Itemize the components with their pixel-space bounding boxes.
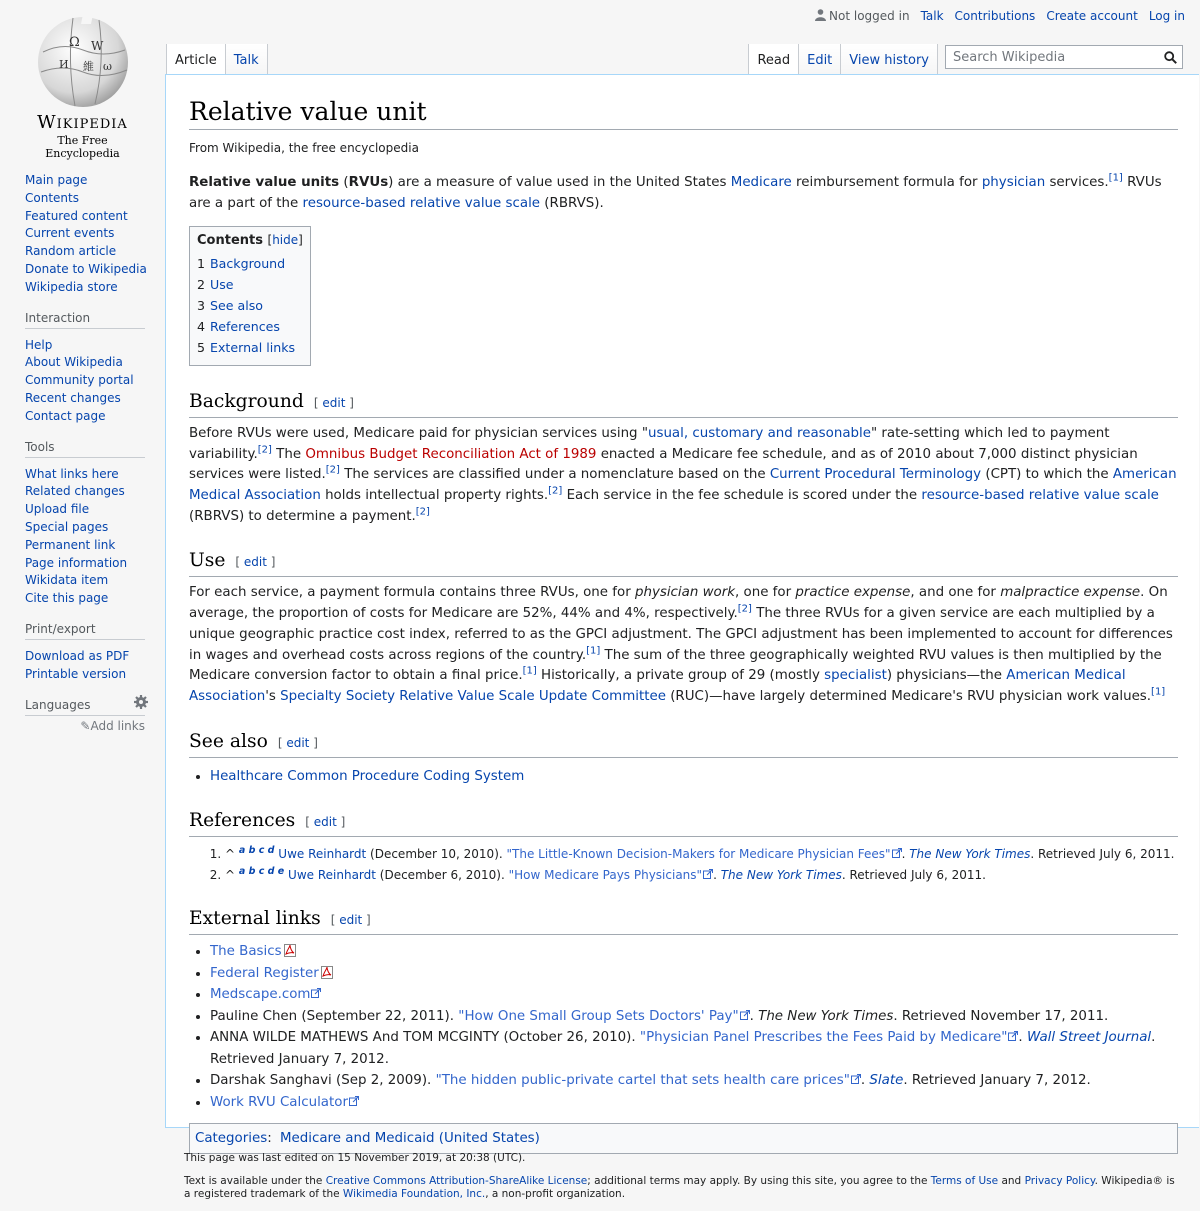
link-medicare[interactable]: Medicare [730,175,792,190]
link-ruc[interactable]: Specialty Society Relative Value Scale Update Committee [280,688,666,704]
text: The services are classified under a nomenclature based on the [339,467,770,483]
toc-item[interactable] [197,317,303,338]
text: 's [265,688,281,704]
puzzle-globe-icon [33,12,133,110]
text: . Wikipedia® is a registered trademark of the [184,1175,1175,1200]
heading-label: External links [189,908,321,930]
sidebar-item-help[interactable]: Help [25,337,53,352]
reference-item: 1. ^ $^{a b c d}$ Uwe Reinhardt (December 10, 2010). "The Little-Known Decision-Makers for Medicare Physician Fees" . The New York Times. Retrieved July 6, 2011. [225,844,1178,865]
text: (RUC)—have largely determined Medicare's RVU physician work values. [665,688,1152,704]
text: enacted a Medicare fee schedule, and as of 2010 about 7,000 distinct physician services were listed. [189,446,1138,483]
sidebar-item-current-events[interactable]: Current events [25,226,115,241]
gear-icon[interactable] [134,695,148,709]
categories-link[interactable]: Categories [195,1131,268,1147]
link-ucr[interactable]: usual, customary and reasonable [647,425,872,441]
publication-link[interactable] [1027,1030,1151,1045]
ref-title-link[interactable]: "The Little-Known Decision-Makers for Medicare Physician Fees" [506,847,891,862]
terms-of-use-link[interactable]: Terms of Use [930,1175,999,1187]
tab-read[interactable]: Read [748,44,799,74]
sidebar-item-main-page[interactable]: Main page [25,173,88,187]
intro-paragraph [189,173,1178,214]
use-paragraph [189,583,1178,707]
text: The three RVUs for a given service are each multiplied by a unique geographic practice cost index, referred to as the GPCI adjustment. The GPCI adjustment has been implemented to account for differences in wages and overhead costs across regions of the country. [189,606,1173,663]
text: and [998,1175,1025,1187]
pdf-icon [284,944,296,957]
svg-text:Ω: Ω [68,35,80,50]
edit-section-link[interactable]: edit [286,735,310,750]
sidebar-item-donate[interactable]: Donate to Wikipedia [25,261,147,276]
pencil-icon: ✎ [80,718,91,733]
section-heading-external-links [189,907,1178,935]
text: Each service in the fee schedule is scored under the [562,488,922,504]
tab-edit-label[interactable]: Edit [807,53,833,68]
toc-item[interactable] [197,338,303,359]
publication: Slate [869,1073,904,1089]
text: . Retrieved January 7, 2012. [903,1073,1091,1089]
external-link-icon [892,848,902,858]
text: " rate-setting which led to payment variability. [189,425,1110,462]
toc-hide-link[interactable]: hide [272,233,299,248]
search-icon[interactable] [1164,51,1177,64]
sidebar-item-community-portal[interactable]: Community portal [25,373,134,388]
external-link-icon [349,1096,359,1106]
sidebar-navigation [25,172,145,297]
tab-article[interactable]: Article [166,44,226,74]
text: . Retrieved July 6, 2011. [841,867,986,882]
text: (December 10, 2010). [366,847,507,862]
toc-title-label: Contents [197,233,263,249]
caret: ^ [225,867,236,882]
edit-section: [ edit ] [277,735,318,750]
text: , one for [735,585,796,601]
text: ) physicians—the [886,668,1007,684]
talk-link[interactable]: Talk [920,9,944,23]
external-links-list [189,941,1178,1113]
text: holds intellectual property rights. [320,488,549,504]
heading-label: See also [189,730,268,752]
list-item: • Pauline Chen (September 22, 2011). "How One Small Group Sets Doctors' Pay" . The New York Times. Retrieved November 17, 2011. [210,1006,1178,1028]
publication-link[interactable] [869,1073,903,1088]
list-item [210,766,1178,788]
text: Text is available under the [184,1175,326,1187]
publication: The New York Times [909,847,1031,862]
citation-link[interactable]: [1] [1151,686,1166,698]
privacy-policy-link[interactable]: Privacy Policy [1024,1175,1095,1187]
edit-section-link[interactable]: edit [322,395,346,410]
log-in-link[interactable]: Log in [1148,9,1185,23]
text: Darshak Sanghavi (Sep 2, 2009). [210,1073,436,1089]
bold-term: Relative value units [189,175,340,190]
list-item [210,984,1178,1006]
background-paragraph [189,424,1178,528]
toc-item[interactable] [197,254,303,275]
category-links: Categories: Medicare and Medicaid (United States) [189,1123,1178,1154]
add-links[interactable] [25,719,145,733]
view-tabs [748,44,938,74]
reference-item: 2. ^ $^{a b c d e}$ Uwe Reinhardt (December 6, 2010). "How Medicare Pays Physicians" . The New York Times. Retrieved July 6, 2011. [225,865,1178,886]
text: For each service, a payment formula contains three RVUs, one for [189,585,635,601]
edit-section-link[interactable]: edit [339,913,363,928]
redlink-obra-1989[interactable]: Omnibus Budget Reconciliation Act of 1989 [305,446,597,462]
table-of-contents [189,226,311,366]
category-medicare-medicaid[interactable]: Medicare and Medicaid (United States) [279,1131,540,1147]
link-ama[interactable]: American Medical Association [189,668,1126,704]
print-heading: Print/export [25,622,145,640]
toc-number: 5 [197,340,206,356]
citation-link[interactable]: [2] [548,485,563,497]
text: . Retrieved January 7, 2012. [210,1030,1156,1067]
publication-link[interactable] [721,868,842,882]
sidebar-item-printable-version[interactable]: Printable version [25,666,127,681]
sidebar-tools [25,440,145,608]
citation-link[interactable]: [2] [737,603,752,615]
namespace-tabs [166,44,268,74]
section-heading-references [189,809,1178,837]
languages-heading [25,698,145,716]
text: ANNA WILDE MATHEWS And TOM MCGINTY (October 26, 2010). [210,1030,640,1046]
references-list [189,844,1178,885]
text: , and one for [910,585,1001,601]
create-account-link[interactable]: Create account [1046,9,1138,23]
citation-link[interactable]: [2] [325,464,340,476]
toc-link-external-links[interactable]: External links [210,340,296,356]
link-medscape[interactable]: Medscape.com [210,987,311,1003]
wikimedia-foundation-link[interactable]: Wikimedia Foundation, Inc. [342,1188,486,1200]
external-link-icon [1008,1031,1018,1041]
link-mathews-article[interactable]: "Physician Panel Prescribes the Fees Paid by Medicare" [639,1030,1008,1046]
section-heading-use [189,549,1178,577]
edit-section: [ edit ] [305,815,346,830]
sidebar-item-upload-file[interactable]: Upload file [25,502,90,517]
link-physician[interactable]: physician [981,175,1046,190]
author-link[interactable]: Uwe Reinhardt [278,847,367,862]
sidebar-item-contact[interactable]: Contact page [25,408,106,423]
edit-section: [ edit ] [313,395,354,410]
text: RVUs are a part of the [189,175,1162,211]
tab-talk[interactable] [226,44,268,74]
external-link-icon [851,1074,861,1084]
toc-number: 1 [197,256,206,272]
text: Before RVUs were used, Medicare paid for physician services using " [189,425,648,441]
interaction-heading: Interaction [25,311,145,329]
edit-section: [ edit ] [330,913,371,928]
sidebar [25,172,145,747]
contributions-link[interactable]: Contributions [954,9,1036,23]
languages-heading-label: Languages [25,697,91,712]
svg-text:維: 維 [82,60,94,73]
search-input[interactable] [951,49,1155,66]
tagline: The Free Encyclopedia [45,134,120,160]
article-body [189,75,1178,1154]
link-ama[interactable]: American Medical Association [189,467,1177,504]
tab-view-history-label[interactable]: View history [849,53,929,68]
backlinks[interactable]: a b c d [238,845,275,857]
backlinks[interactable]: a b c d e [238,865,285,877]
sidebar-item-permanent-link[interactable]: Permanent link [25,537,116,552]
sidebar-item-download-pdf[interactable]: Download as PDF [25,648,130,663]
edit-section-link[interactable]: edit [313,815,337,830]
not-logged-in [815,9,910,23]
link-chen-article[interactable]: "How One Small Group Sets Doctors' Pay" [458,1008,739,1024]
sidebar-print [25,622,145,684]
toc-link-references[interactable]: References [210,319,280,335]
section-heading-see-also [189,730,1178,758]
edit-section-link[interactable]: edit [243,555,267,570]
text: ( [339,175,349,190]
toc-number: 2 [197,277,206,293]
license-text [184,1175,1184,1201]
text: . On average, the proportion of costs for Medicare are 52%, 44% and 4%, respectively. [189,585,1168,622]
personal-tools [815,9,1185,23]
sidebar-item-contents[interactable]: Contents [25,190,79,205]
publication: The New York Times [720,867,842,882]
link-federal-register[interactable]: Federal Register [210,965,319,981]
toc-link-background[interactable]: Background [210,256,286,272]
list-item: • Darshak Sanghavi (Sep 2, 2009). "The hidden public-private cartel that sets health care prices" . Slate. Retrieved January 7, 2012. [210,1070,1178,1092]
citation-link[interactable]: [1] [1108,172,1123,184]
publication: Wall Street Journal [1026,1030,1152,1046]
text: . Retrieved November 17, 2011. [893,1008,1109,1024]
user-icon [815,9,826,21]
sidebar-languages [25,698,145,733]
sidebar-item-recent-changes[interactable]: Recent changes [25,390,121,405]
last-edited: This page was last edited on 15 November 2019, at 20:38 (UTC). [184,1152,526,1164]
external-link-icon [740,1010,750,1020]
text: The [271,446,306,462]
italic-term: malpractice expense [1000,585,1141,601]
text: Pauline Chen (September 22, 2011). [210,1008,459,1024]
link-rbrvs[interactable]: resource-based relative value scale [921,488,1159,504]
external-link-icon [311,988,321,998]
svg-text:ω: ω [102,60,112,73]
footer [184,1152,1184,1211]
citation-link[interactable]: [2] [257,444,272,456]
tab-view-history[interactable] [841,44,938,74]
search-box[interactable] [945,45,1183,69]
text: (RBRVS) to determine a payment. [189,508,416,524]
link-sanghavi-article[interactable]: "The hidden public-private cartel that sets health care prices" [435,1073,850,1089]
text: ; additional terms may apply. By using this site, you agree to the [587,1175,931,1187]
publication: The New York Times [758,1008,894,1024]
caret: ^ [225,847,236,862]
sidebar-item-special-pages[interactable]: Special pages [25,519,109,534]
text: Historically, a private group of 29 (mostly [536,668,825,684]
not-logged-in-label: Not logged in [829,9,910,23]
list-item [210,941,1178,963]
license-link[interactable]: Creative Commons Attribution-ShareAlike License [325,1175,588,1187]
tab-edit[interactable] [799,44,841,74]
tools-heading: Tools [25,440,145,458]
toc-link-see-also[interactable]: See also [210,298,263,314]
heading-label: Background [189,390,304,412]
citation-link[interactable]: [1] [586,645,601,657]
italic-term: physician work [634,585,735,601]
pdf-icon [321,966,333,979]
page-title: Relative value unit [189,97,1178,130]
sidebar-item-store[interactable]: Wikipedia store [25,279,118,294]
list-item [210,963,1178,985]
toc-link-use[interactable]: Use [210,277,234,293]
publication-link[interactable] [909,847,1030,861]
wordmark: Wikipedia [37,112,128,133]
external-link-icon [703,869,713,879]
author-link[interactable]: Uwe Reinhardt [288,867,376,882]
text: services. [1045,175,1109,190]
heading-label: Use [189,550,226,572]
toc-item[interactable] [197,296,303,317]
edit-section: [ edit ] [235,555,276,570]
link-specialist[interactable]: specialist [824,668,887,684]
toc-number: 4 [197,319,206,335]
svg-text:W: W [90,39,103,53]
text: The sum of the three geographically weighted RVU values is then multiplied by the Medicare conversion factor to obtain a final price. [189,647,1162,684]
text: (RBRVS). [540,195,604,211]
list-item [210,1092,1178,1114]
text: reimbursement formula for [791,175,982,190]
link-rbrvs[interactable]: resource-based relative value scale [302,195,541,211]
sidebar-item-about[interactable]: About Wikipedia [25,355,123,370]
link-cpt[interactable]: Current Procedural Terminology [769,467,982,483]
list-item: • ANNA WILDE MATHEWS And TOM MCGINTY (October 26, 2010). "Physician Panel Prescribes the Fees Paid by Medicare" . Wall Street Journal. Retrieved January 7, 2012. [210,1027,1178,1070]
link-hcpcs[interactable]: Healthcare Common Procedure Coding System [210,768,525,784]
sidebar-item-page-information[interactable]: Page information [25,555,128,570]
toc-item[interactable] [197,275,303,296]
site-subtitle: From Wikipedia, the free encyclopedia [189,141,419,155]
sidebar-item-wikidata-item[interactable]: Wikidata item [25,573,109,588]
text: . Retrieved July 6, 2011. [1030,847,1175,862]
content-area [165,74,1199,1147]
sidebar-item-cite-this-page[interactable]: Cite this page [25,591,109,606]
svg-text:И: И [58,58,69,71]
heading-label: References [189,810,296,832]
see-also-list [189,766,1178,788]
link-the-basics[interactable]: The Basics [210,944,282,960]
bold-term: RVUs [348,175,389,190]
sidebar-item-what-links-here[interactable]: What links here [25,466,119,481]
sidebar-item-featured-content[interactable]: Featured content [25,208,128,223]
add-links-label: Add links [90,718,145,733]
tab-talk-label[interactable]: Talk [233,53,259,68]
sidebar-item-random-article[interactable]: Random article [25,244,117,259]
toc-number: 3 [197,298,206,314]
text: , a non-profit organization. [485,1188,626,1200]
text: ) are a measure of value used in the United States [388,175,731,190]
ref-title-link[interactable]: "How Medicare Pays Physicians" [508,867,703,882]
link-work-rvu-calculator[interactable]: Work RVU Calculator [210,1094,348,1110]
toc-title: Contents [hide] [197,233,303,249]
italic-term: practice expense [795,585,911,601]
sidebar-item-related-changes[interactable]: Related changes [25,484,125,499]
text: (December 6, 2010). [375,867,509,882]
citation-link[interactable]: [1] [522,665,537,677]
sidebar-interaction [25,311,145,426]
text: (CPT) to which the [981,467,1113,483]
wikipedia-logo[interactable] [20,12,145,160]
citation-link[interactable]: [2] [415,506,430,518]
section-heading-background [189,390,1178,418]
